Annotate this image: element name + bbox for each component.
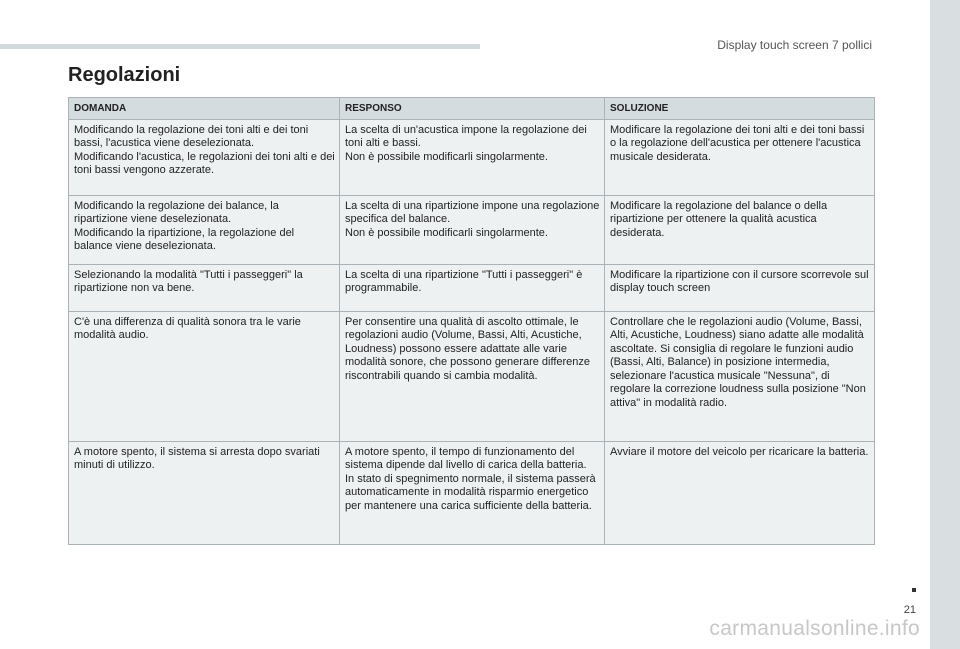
solution-cell: Modificare la regolazione dei toni alti e dei toni bassi o la regolazione dell'acustica per ottenere l'acustica musicale desiderata. bbox=[605, 119, 875, 195]
table-row bbox=[69, 119, 875, 195]
table-row bbox=[69, 264, 875, 311]
solution-cell: Controllare che le regolazioni audio (Volume, Bassi, Alti, Acustiche, Loudness) siano adatte alle modalità ascoltate. Si consiglia di regolare le funzioni audio (Bassi, Alti, Balance) in posizione intermedia, selezionare l'acustica musicale "Nessuna", di regolare la correzione loudness sulla posizione "Non attiva" in modalità radio. bbox=[605, 311, 875, 441]
question-cell: A motore spento, il sistema si arresta dopo svariati minuti di utilizzo. bbox=[69, 441, 340, 544]
question-cell: Modificando la regolazione dei toni alti e dei toni bassi, l'acustica viene deselezionata. Modificando l'acustica, le regolazioni dei toni alti e dei toni bassi vengono azzerate. bbox=[69, 119, 340, 195]
response-cell: Per consentire una qualità di ascolto ottimale, le regolazioni audio (Volume, Bassi, Alti, Acustiche, Loudness) possono essere adattate alle varie modalità sonore, che possono generare differenze riscontrabili quando si cambia modalità. bbox=[340, 311, 605, 441]
section-header-title: Display touch screen 7 pollici bbox=[717, 38, 872, 52]
solution-cell: Modificare la ripartizione con il cursore scorrevole sul display touch screen bbox=[605, 264, 875, 311]
page-title: Regolazioni bbox=[68, 64, 181, 86]
table-row bbox=[69, 311, 875, 441]
column-header-responso: RESPONSO bbox=[340, 98, 605, 120]
question-cell: C'è una differenza di qualità sonora tra le varie modalità audio. bbox=[69, 311, 340, 441]
troubleshooting-table bbox=[68, 97, 875, 545]
question-cell: Modificando la regolazione dei balance, la ripartizione viene deselezionata. Modificando la ripartizione, la regolazione del balance viene deselezionata. bbox=[69, 195, 340, 264]
response-cell: La scelta di un'acustica impone la regolazione dei toni alti e bassi. Non è possibile modificarli singolarmente. bbox=[340, 119, 605, 195]
solution-cell: Modificare la regolazione del balance o della ripartizione per ottenere la qualità acustica desiderata. bbox=[605, 195, 875, 264]
watermark: carmanualsonline.info bbox=[709, 617, 920, 640]
column-header-soluzione: SOLUZIONE bbox=[605, 98, 875, 120]
response-cell: A motore spento, il tempo di funzionamento del sistema dipende dal livello di carica della batteria. In stato di spegnimento normale, il sistema passerà automaticamente in modalità risparmio energetico per mantenere una carica sufficiente della batteria. bbox=[340, 441, 605, 544]
question-cell: Selezionando la modalità "Tutti i passeggeri" la ripartizione non va bene. bbox=[69, 264, 340, 311]
continuation-marker bbox=[912, 588, 916, 592]
solution-cell: Avviare il motore del veicolo per ricaricare la batteria. bbox=[605, 441, 875, 544]
table-row bbox=[69, 195, 875, 264]
page-number: 21 bbox=[903, 604, 916, 616]
response-cell: La scelta di una ripartizione "Tutti i passeggeri" è programmabile. bbox=[340, 264, 605, 311]
table-header-row bbox=[69, 98, 875, 120]
column-header-domanda: DOMANDA bbox=[69, 98, 340, 120]
side-strip bbox=[930, 0, 960, 649]
table-row bbox=[69, 441, 875, 544]
response-cell: La scelta di una ripartizione impone una regolazione specifica del balance. Non è possibile modificarli singolarmente. bbox=[340, 195, 605, 264]
top-decorative-bar bbox=[0, 44, 480, 49]
